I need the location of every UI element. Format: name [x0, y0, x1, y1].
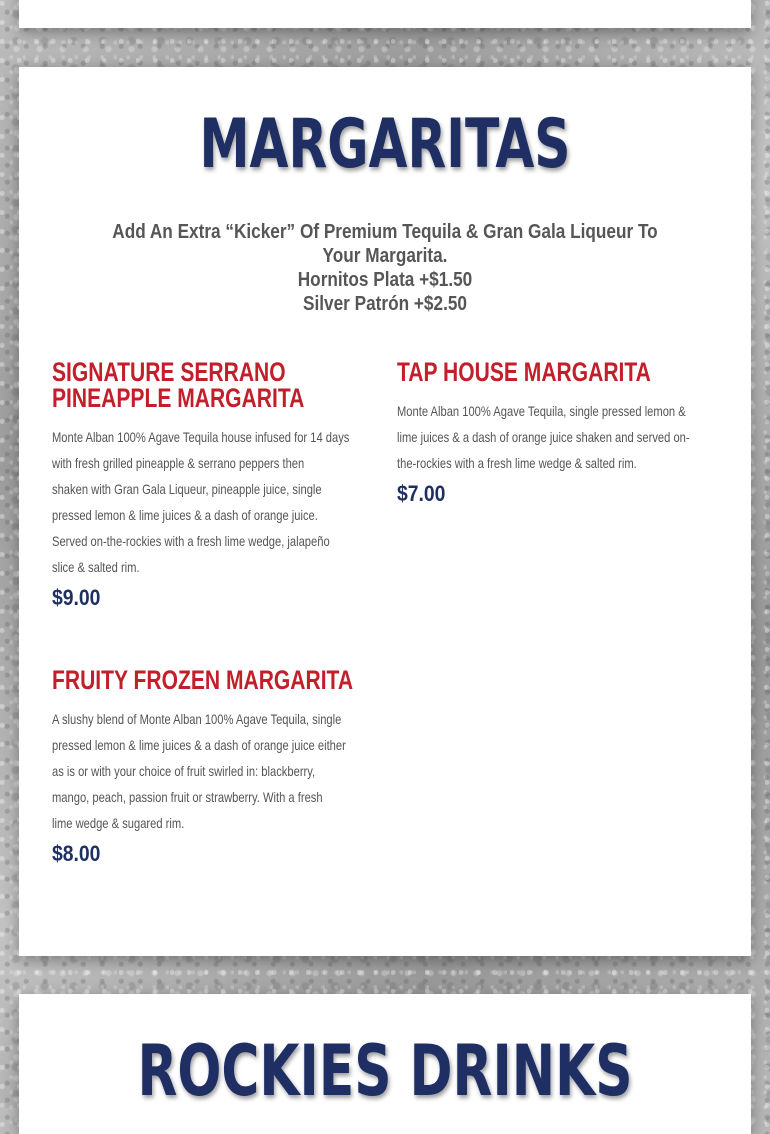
- rockies-drinks-section: [19, 994, 751, 1134]
- item-name-line: TAP HOUSE MARGARITA: [397, 357, 651, 387]
- menu-item-tap-house: [397, 359, 719, 507]
- item-name-line: PINEAPPLE MARGARITA: [52, 383, 305, 413]
- intro-line: Your Margarita.: [322, 245, 448, 267]
- item-description-line: slice & salted rim.: [52, 560, 140, 575]
- item-price: $9.00: [52, 585, 101, 610]
- item-description: [397, 399, 718, 477]
- item-price: $7.00: [397, 481, 446, 506]
- item-description-line: A slushy blend of Monte Alban 100% Agave Tequila, single: [52, 712, 342, 727]
- item-description-line: pressed lemon & lime juices & a dash of orange juice.: [52, 508, 318, 523]
- item-price: $8.00: [52, 841, 101, 866]
- item-description-line: with fresh grilled pineapple & serrano peppers then: [52, 456, 305, 471]
- margaritas-section: [19, 67, 751, 956]
- item-name: [397, 359, 709, 385]
- item-description-line: pressed lemon & lime juices & a dash of orange juice either: [52, 738, 346, 753]
- item-description-line: shaken with Gran Gala Liqueur, pineapple juice, single: [52, 482, 322, 497]
- intro-line: Add An Extra “Kicker” Of Premium Tequila & Gran Gala Liqueur To: [112, 221, 658, 243]
- item-name: [52, 359, 364, 411]
- item-description-line: lime wedge & sugared rim.: [52, 816, 185, 831]
- rockies-drinks-title: ROCKIES DRINKS: [137, 1030, 633, 1112]
- item-description: [52, 425, 373, 581]
- item-name-line: FRUITY FROZEN MARGARITA: [52, 665, 354, 695]
- previous-section-panel: [19, 0, 751, 28]
- item-name-line: SIGNATURE SERRANO: [52, 357, 286, 387]
- item-description-line: Served on-the-rockies with a fresh lime wedge, jalapeño: [52, 534, 330, 549]
- menu-item-fruity-frozen: [52, 667, 374, 867]
- intro-line: Hornitos Plata +$1.50: [297, 269, 473, 291]
- item-name: [52, 667, 364, 693]
- item-description-line: lime juices & a dash of orange juice shaken and served on-: [397, 430, 690, 445]
- item-description-line: as is or with your choice of fruit swirled in: blackberry,: [52, 764, 316, 779]
- intro-line: Silver Patrón +$2.50: [303, 293, 467, 315]
- margaritas-intro: [19, 220, 751, 316]
- item-description-line: the-rockies with a fresh lime wedge & salted rim.: [397, 456, 637, 471]
- item-description-line: Monte Alban 100% Agave Tequila, single pressed lemon &: [397, 404, 686, 419]
- item-description-line: mango, peach, passion fruit or strawberry. With a fresh: [52, 790, 323, 805]
- item-description-line: Monte Alban 100% Agave Tequila house infused for 14 days: [52, 430, 350, 445]
- margaritas-title: MARGARITAS: [199, 105, 571, 184]
- menu-item-signature-serrano: [52, 359, 374, 611]
- item-description: [52, 707, 373, 837]
